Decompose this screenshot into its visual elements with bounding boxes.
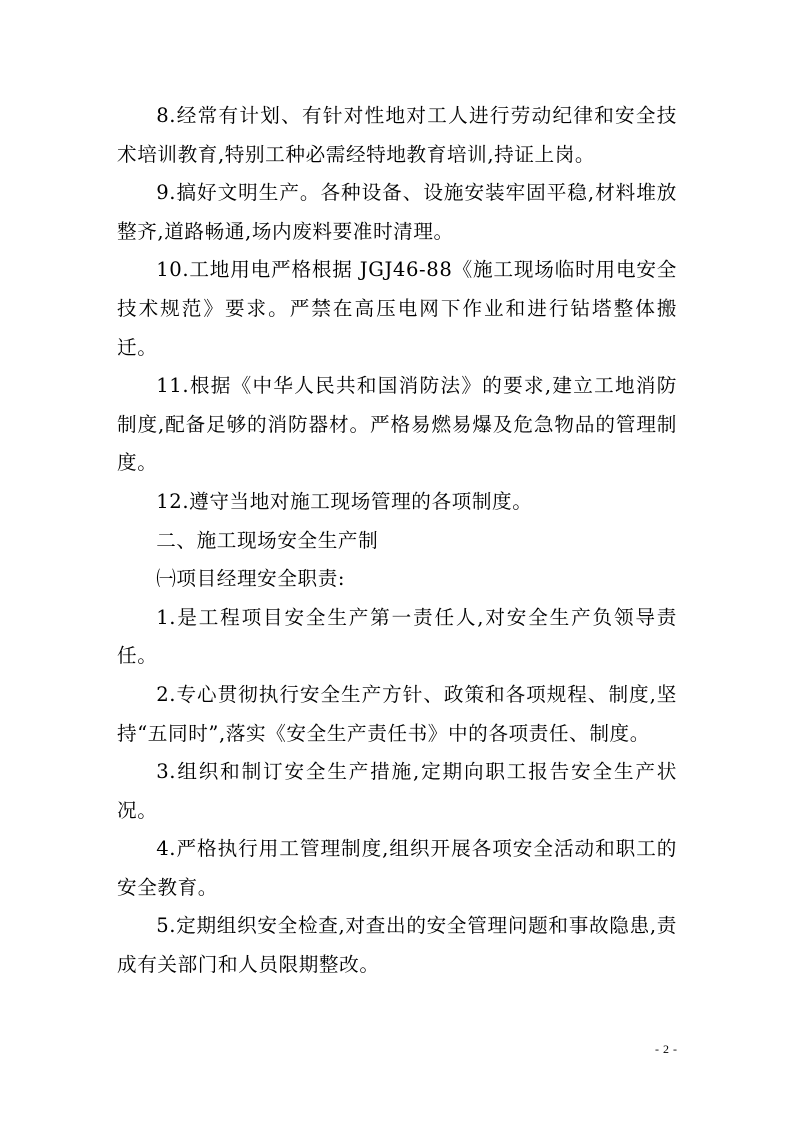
paragraph-item-11: 11.根据《中华人民共和国消防法》的要求,建立工地消防制度,配备足够的消防器材。严格易燃易爆及危急物品的管理制度。 (117, 374, 677, 475)
paragraph-item-9: 9.搞好文明生产。各种设备、设施安装牢固平稳,材料堆放整齐,道路畅通,场内废料要准时清理。 (117, 181, 677, 243)
duty-item-5: 5.定期组织安全检查,对查出的安全管理问题和事故隐患,责成有关部门和人员限期整改。 (117, 914, 677, 977)
paragraph-item-8: 8.经常有计划、有针对性地对工人进行劳动纪律和安全技术培训教育,特别工种必需经特地教育培训,持证上岗。 (117, 104, 677, 166)
duty-item-4: 4.严格执行用工管理制度,组织开展各项安全活动和职工的安全教育。 (117, 837, 677, 899)
paragraph-item-10: 10.工地用电严格根据 JGJ46-88《施工现场临时用电安全技术规范》要求。严禁在高压电网下作业和进行钻塔整体搬迁。 (117, 258, 677, 359)
paragraph-item-12: 12.遵守当地对施工现场管理的各项制度。 (156, 489, 533, 513)
body-text (117, 97, 677, 985)
duty-item-2: 2.专心贯彻执行安全生产方针、政策和各项规程、制度,坚持“五同时”,落实《安全生产责任书》中的各项责任、制度。 (117, 682, 677, 745)
duty-item-1: 1.是工程项目安全生产第一责任人,对安全生产负领导责任。 (117, 605, 677, 668)
duty-item-3: 3.组织和制订安全生产措施,定期向职工报告安全生产状况。 (117, 760, 677, 822)
page-number: - 2 - (655, 1042, 678, 1056)
section-heading: 二、施工现场安全生产制 (156, 528, 379, 552)
subsection-heading: ㈠项目经理安全职责: (156, 567, 346, 591)
